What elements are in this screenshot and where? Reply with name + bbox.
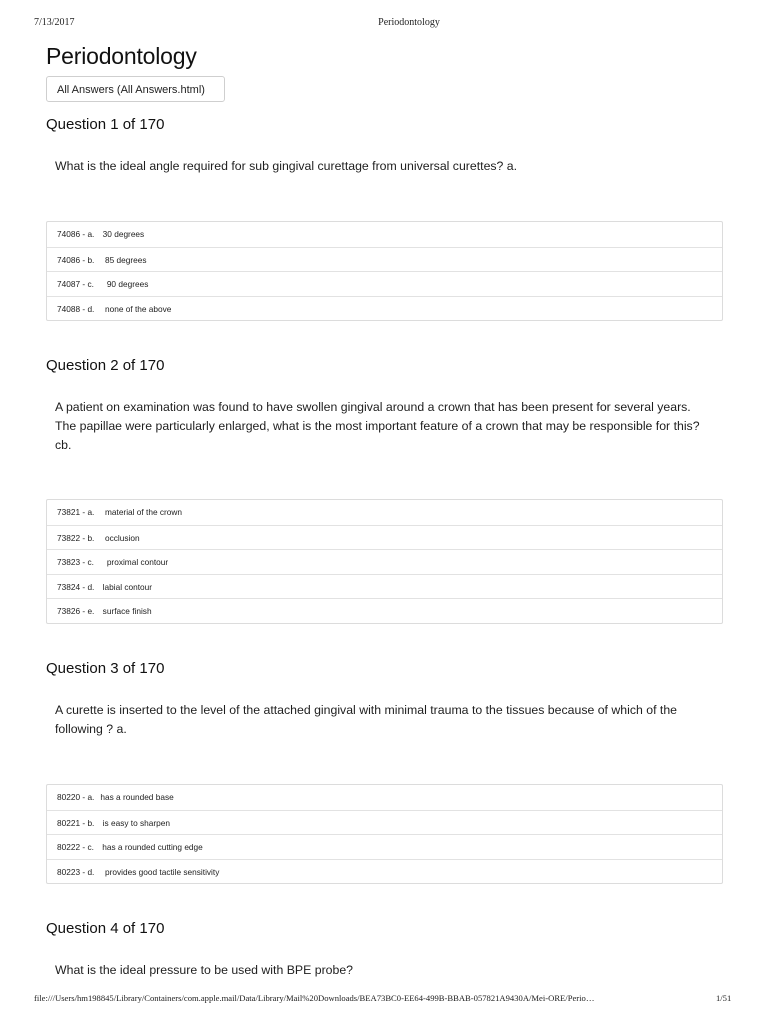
option-label: 90 degrees bbox=[99, 279, 149, 290]
option-label: has a rounded base bbox=[100, 792, 174, 802]
option-row[interactable] bbox=[47, 859, 722, 884]
option-label: provides good tactile sensitivity bbox=[100, 866, 220, 877]
question-text: What is the ideal pressure to be used with BPE probe? bbox=[55, 963, 354, 977]
option-row[interactable] bbox=[47, 296, 722, 321]
question-heading: Question 4 of 170 bbox=[46, 920, 165, 937]
question-text: What is the ideal angle required for sub gingival curettage from universal curettes? a. bbox=[55, 159, 518, 173]
option-label: material of the crown bbox=[100, 507, 182, 517]
options-list bbox=[46, 221, 723, 321]
option-row[interactable] bbox=[47, 785, 722, 810]
option-label: occlusion bbox=[100, 532, 140, 543]
option-label: labial contour bbox=[100, 581, 153, 592]
option-row[interactable] bbox=[47, 271, 722, 296]
option-label: 85 degrees bbox=[100, 254, 147, 265]
option-row[interactable] bbox=[47, 810, 722, 835]
question-heading: Question 1 of 170 bbox=[46, 116, 165, 133]
option-row[interactable] bbox=[47, 247, 722, 272]
option-code: 73826 - e. bbox=[57, 606, 95, 617]
options-list bbox=[46, 499, 723, 624]
option-code: 80223 - d. bbox=[57, 866, 95, 877]
question-text: A curette is inserted to the level of the attached gingival with minimal trauma to the tissues because of which of the following ? a. bbox=[55, 703, 678, 736]
option-label: has a rounded cutting edge bbox=[99, 842, 203, 853]
option-code: 74088 - d. bbox=[57, 303, 95, 314]
all-answers-button[interactable]: All Answers (All Answers.html) bbox=[46, 76, 225, 102]
option-row[interactable] bbox=[47, 574, 722, 599]
option-code: 73824 - d. bbox=[57, 581, 95, 592]
options-list bbox=[46, 784, 723, 884]
question-text: A patient on examination was found to have swollen gingival around a crown that has been present for several years. The papillae were particularly enlarged, what is the most important feature of a crown that may be responsible for this? cb. bbox=[55, 400, 700, 452]
option-code: 80222 - c. bbox=[57, 842, 94, 853]
option-code: 73821 - a. bbox=[57, 507, 95, 517]
option-code: 74086 - a. bbox=[57, 229, 95, 239]
option-row[interactable] bbox=[47, 549, 722, 574]
option-row[interactable] bbox=[47, 500, 722, 525]
option-label: none of the above bbox=[100, 303, 172, 314]
page-title: Periodontology bbox=[46, 43, 197, 69]
option-code: 74086 - b. bbox=[57, 254, 95, 265]
question-heading: Question 2 of 170 bbox=[46, 357, 165, 374]
option-code: 74087 - c. bbox=[57, 279, 94, 290]
option-label: proximal contour bbox=[99, 557, 169, 568]
option-label: surface finish bbox=[100, 606, 152, 617]
option-row[interactable] bbox=[47, 834, 722, 859]
option-row[interactable] bbox=[47, 525, 722, 550]
print-page-number: 1/51 bbox=[716, 993, 732, 1003]
option-code: 73823 - c. bbox=[57, 557, 94, 568]
option-row[interactable] bbox=[47, 598, 722, 623]
option-code: 80221 - b. bbox=[57, 817, 95, 828]
option-code: 73822 - b. bbox=[57, 532, 95, 543]
option-label: 30 degrees bbox=[100, 229, 145, 239]
option-label: is easy to sharpen bbox=[100, 817, 171, 828]
print-file-path: file:///Users/hm198845/Library/Containers/com.apple.mail/Data/Library/Mail%20Downloads/BEA73BC0-EE64-499B-BBAB-057821A9430A/Mei-ORE/Perio… bbox=[34, 993, 595, 1003]
option-row[interactable] bbox=[47, 222, 722, 247]
print-date: 7/13/2017 bbox=[34, 17, 75, 28]
print-header bbox=[0, 17, 768, 31]
print-doc-title: Periodontology bbox=[378, 17, 440, 28]
question-heading: Question 3 of 170 bbox=[46, 660, 165, 677]
option-code: 80220 - a. bbox=[57, 792, 95, 802]
